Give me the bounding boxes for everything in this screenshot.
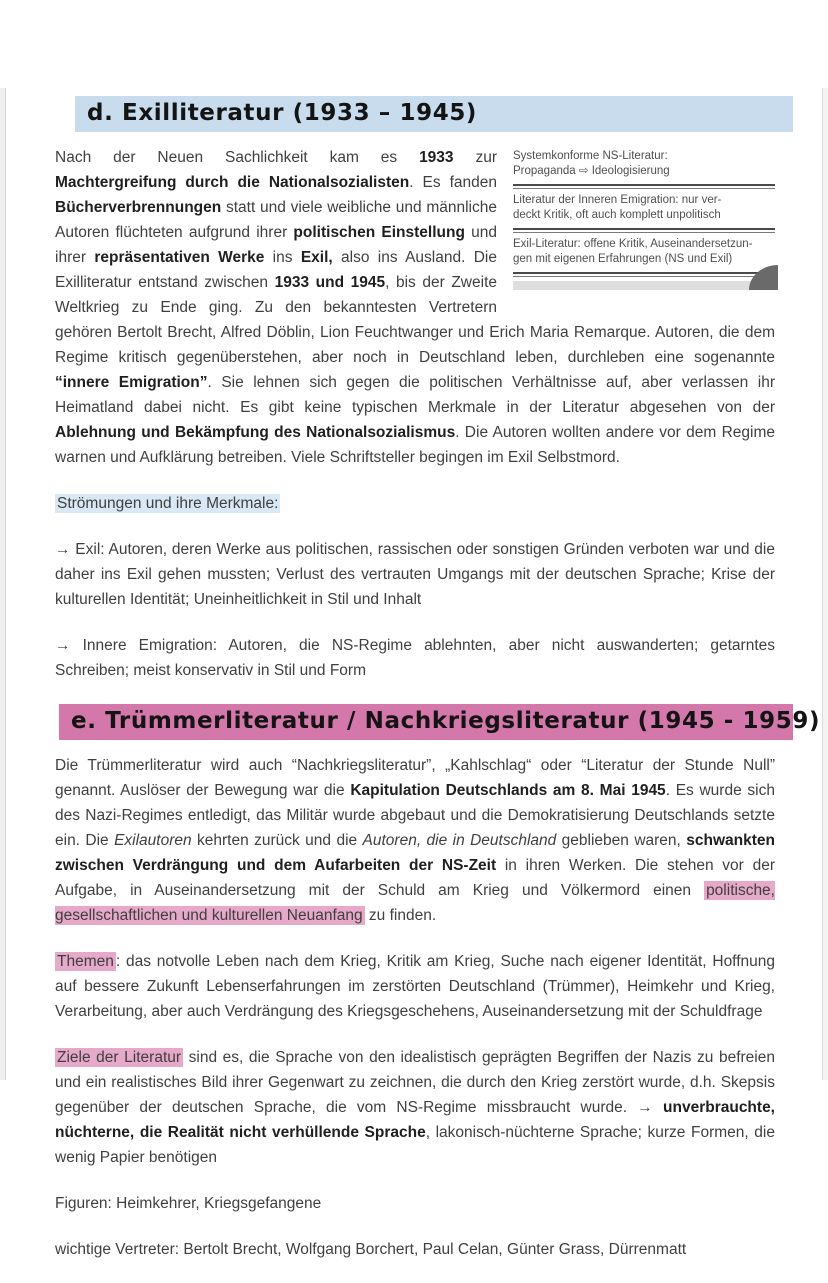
paragraph-truemmer-intro: Die Trümmerliteratur wird auch “Nachkriegsliteratur”, „Kahlschlag“ oder “Literatur der Stunde Null” genannt. Auslöser der Bewegung war die Kapitulation Deutschlands am 8. Mai 1945. Es wurde sich des Nazi-Regimes entledigt, das Militär wurde abgebaut und die Demokratisierung Deutschlands setzte ein. Die Exilautoren kehrten zurück und die Autoren, die in Deutschland geblieben waren, schwankten zwischen Verdrängung und dem Aufarbeiten der NS-Zeit in ihren Werken. Die stehen vor der Aufgabe, in Auseinandersetzung mit der Schuld am Krieg und Völkermord einen politische, gesellschaftlichen und kulturellen Neuanfang zu finden. <box>55 757 775 924</box>
page-edge-right <box>822 88 828 1080</box>
note-line: gen mit eigenen Erfahrungen (NS und Exil) <box>513 253 733 265</box>
note-item-exil-literatur <box>513 237 775 274</box>
paragraph-themen: Themen : das notvolle Leben nach dem Krieg, Kritik am Krieg, Suche nach eigener Identität, Hoffnung auf bessere Zukunft Lebenserfahrungen im zerstörten Deutschland (Trümmer), Heimkehr und Krieg, Verarbeitung, aber auch Verdrängung des Kriegsgeschehens, Auseinandersetzung mit der Schuldfrage <box>55 953 775 1020</box>
heading-exilliteratur: d. Exilliteratur (1933 – 1945) <box>75 96 793 132</box>
paragraph-innere-emigration-merkmale: → Innere Emigration: Autoren, die NS-Regime ablehnten, aber nicht auswanderten; getarntes Schreiben; meist konservativ in Stil und Form <box>55 637 775 679</box>
paragraph-exil-merkmale: → Exil: Autoren, deren Werke aus politischen, rassischen oder sonstigen Gründen verboten war und die daher ins Exil gehen mussten; Verlust des vertrauten Umgangs mit der deutschen Sprache; Krise der kulturellen Identität; Uneinheitlichkeit in Stil und Inhalt <box>55 541 775 608</box>
page-edge-left <box>0 88 6 1080</box>
note-line: Literatur der Inneren Emigration: nur ver- <box>513 194 722 206</box>
paragraph-ziele: Ziele der Literatur sind es, die Sprache von den idealistisch geprägten Begriffen der Nazis zu befreien und ein realistisches Bild ihrer Gegenwart zu zeichnen, die durch den Krieg zerstört wurde, d.h. Skepsis gegenüber der deutschen Sprache, die vom NS-Regime missbraucht wurde. → unverbrauchte, nüchterne, die Realität nicht verhüllende Sprache, lakonisch-nüchterne Sprache; kurze Formen, die wenig Papier benötigen <box>55 1049 775 1166</box>
line-wichtige-vertreter: wichtige Vertreter: Bertolt Brecht, Wolfgang Borchert, Paul Celan, Günter Grass, Dürrenmatt <box>55 1241 687 1258</box>
page-content <box>55 96 821 1283</box>
paragraph-exil-intro-text: Nach der Neuen Sachlichkeit kam es 1933 zur Machtergreifung durch die Nationalsozialisten. Es fanden Bücherverbrennungen statt und viele weibliche und männliche Autoren flüchteten aufgrund ihrer politischen Einstellung und ihrer repräsentativen Werke ins Exil, also ins Ausland. Die Exilliteratur entstand zwischen 1933 und 1945, bis der Zweite Weltkrieg zu Ende ging. Zu den bekanntesten Vertretern gehören Bertolt Brecht, Alfred Döblin, Lion Feuchtwanger und Erich Maria Remarque. Autoren, die dem Regime kritisch gegenüberstehen, aber noch in Deutschland leben, durchleben eine sogenannte “innere Emigration”. Sie lehnen sich gegen die politischen Verhältnisse auf, aber verlassen ihr Heimatland dabei nicht. Es gibt keine typischen Merkmale in der Literatur abgesehen von der Ablehnung und Bekämpfung des Nationalsozialismus. Die Autoren wollten andere vor dem Regime warnen und Aufklärung betreiben. Viele Schriftsteller begingen im Exil Selbstmord. <box>55 149 775 466</box>
paragraph-exil-intro <box>55 145 775 470</box>
note-line: deckt Kritik, oft auch komplett unpolitisch <box>513 209 721 221</box>
line-figuren: Figuren: Heimkehrer, Kriegsgefangene <box>55 1195 322 1212</box>
note-box-shadow <box>513 281 775 290</box>
note-item-ns-literatur <box>513 149 775 186</box>
note-line: Propaganda ⇨ Ideologisierung <box>513 165 670 177</box>
heading-truemmerliteratur: e. Trümmerliteratur / Nachkriegsliteratur (1945 - 1959) <box>59 704 793 740</box>
side-note-box <box>513 149 775 290</box>
note-line: Systemkonforme NS-Literatur: <box>513 150 668 162</box>
label-stroemungen: Strömungen und ihre Merkmale: <box>57 495 279 512</box>
note-line: Exil-Literatur: offene Kritik, Auseinandersetzun- <box>513 238 753 250</box>
note-item-innere-emigration <box>513 193 775 230</box>
